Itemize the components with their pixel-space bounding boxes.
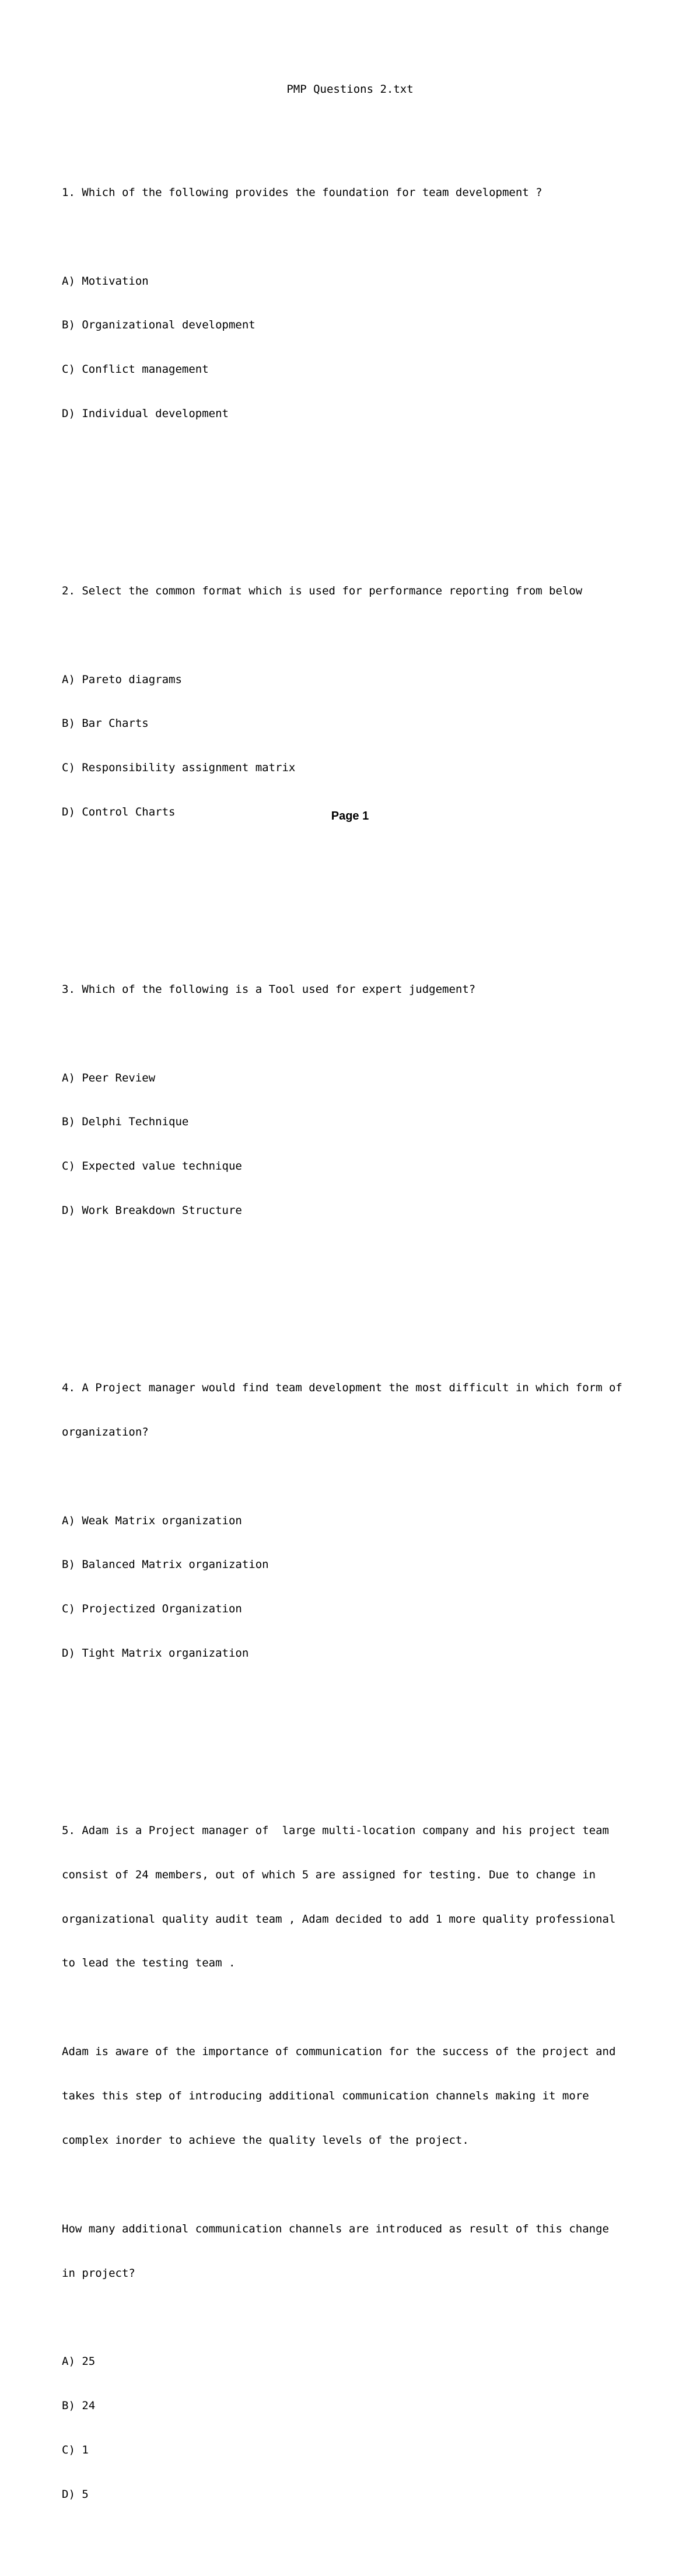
answer-option: A) Motivation [62,274,149,288]
question-4 [62,1351,645,1735]
question-text: 2. Select the common format which is used for performance reporting from below [62,584,583,597]
question-text: organizational quality audit team , Adam decided to add 1 more quality professional [62,1912,616,1926]
document-body [62,97,645,2576]
answer-option: B) Organizational development [62,318,256,332]
question-text: 5. Adam is a Project manager of large multi-location company and his project team [62,1824,609,1837]
answer-option: D) Work Breakdown Structure [62,1204,242,1217]
question-text: 1. Which of the following provides the foundation for team development ? [62,186,542,199]
question-text: How many additional communication channels are introduced as result of this change [62,2222,609,2235]
answer-option: A) Pareto diagrams [62,673,182,686]
answer-option: D) Tight Matrix organization [62,1647,249,1660]
answer-option: A) 25 [62,2355,96,2368]
question-text: complex inorder to achieve the quality levels of the project. [62,2133,469,2147]
question-1 [62,156,645,495]
answer-option: C) Responsibility assignment matrix [62,761,296,775]
answer-option: B) Delphi Technique [62,1115,189,1129]
document-title: PMP Questions 2.txt [286,83,414,96]
answer-option: C) Projectized Organization [62,1602,242,1616]
answer-option: A) Peer Review [62,1071,156,1084]
answer-option: D) Individual development [62,407,229,421]
question-text: 3. Which of the following is a Tool used for expert judgement? [62,982,476,996]
question-text: takes this step of introducing additional communication channels making it more [62,2090,589,2103]
question-3 [62,953,645,1292]
question-5 [62,1794,645,2532]
question-text: to lead the testing team . [62,1957,236,1970]
answer-option: D) Control Charts [62,806,176,819]
answer-option: C) 1 [62,2444,89,2457]
answer-option: D) 5 [62,2488,89,2501]
answer-option: B) 24 [62,2399,96,2413]
answer-option: B) Bar Charts [62,717,149,730]
answer-option: C) Expected value technique [62,1160,242,1173]
answer-option: C) Conflict management [62,363,209,376]
question-text: consist of 24 members, out of which 5 are assigned for testing. Due to change in [62,1868,596,1881]
answer-option: A) Weak Matrix organization [62,1514,242,1527]
question-2 [62,554,645,894]
page-number: Page 1 [331,810,369,822]
question-text: Adam is aware of the importance of communication for the success of the project and [62,2045,616,2059]
question-text: 4. A Project manager would find team development the most difficult in which form of [62,1381,622,1394]
question-text: organization? [62,1425,149,1438]
answer-option: B) Balanced Matrix organization [62,1558,269,1572]
question-text: in project? [62,2266,135,2280]
